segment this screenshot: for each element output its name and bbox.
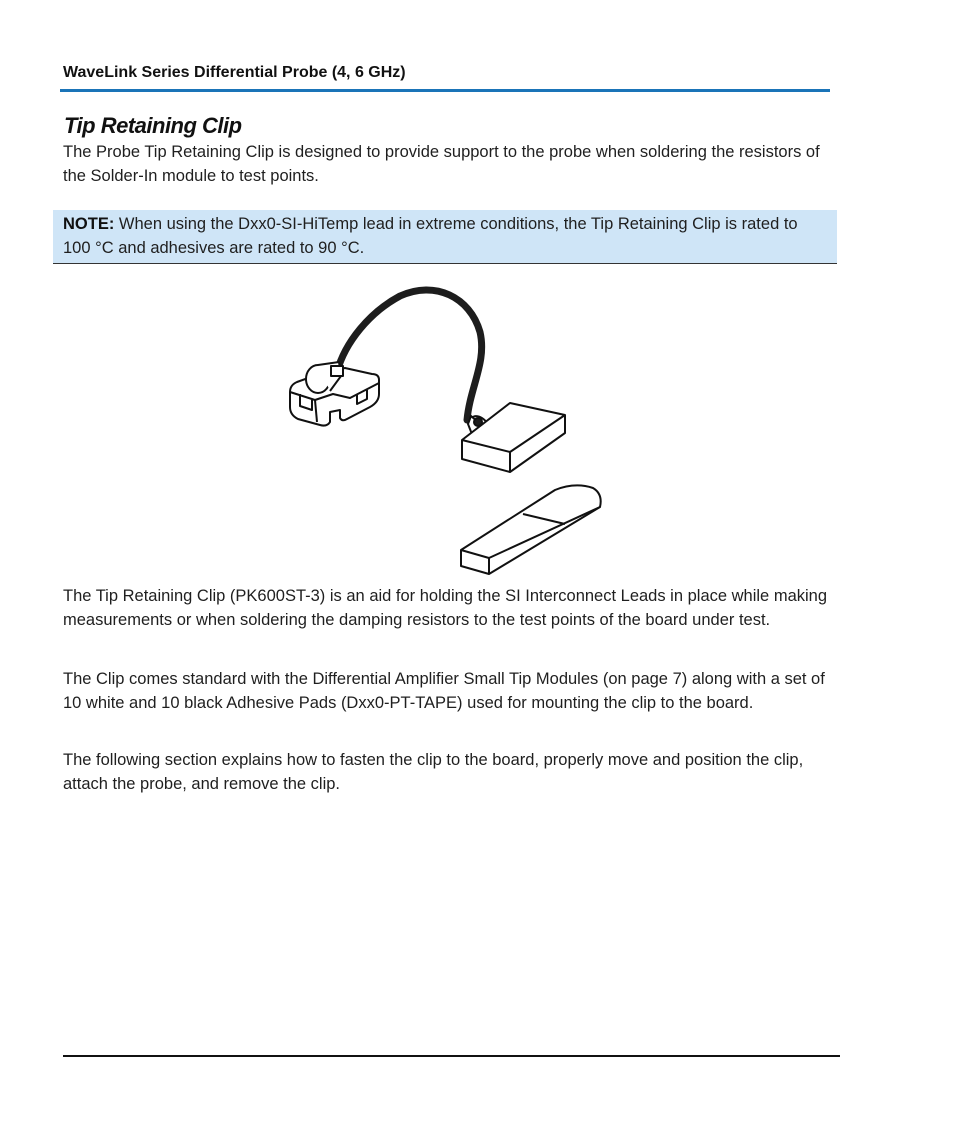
footer-rule <box>63 1055 840 1057</box>
tip-retaining-clip-illustration <box>275 282 615 578</box>
note-box <box>53 210 837 264</box>
header-rule <box>60 89 830 92</box>
note-text: When using the Dxx0-SI-HiTemp lead in extreme conditions, the Tip Retaining Clip is rated to 100 °C and adhesives are rated to 90 °C. <box>63 215 798 257</box>
body-paragraph-2: The Clip comes standard with the Differential Amplifier Small Tip Modules (on page 7) along with a set of 10 white and 10 black Adhesive Pads (Dxx0-PT-TAPE) used for mounting the clip to the board. <box>63 670 825 712</box>
body-paragraph-1: The Tip Retaining Clip (PK600ST-3) is an aid for holding the SI Interconnect Leads in place while making measurements or when soldering the damping resistors to the test points of the board under test. <box>63 587 828 629</box>
body-paragraph-3: The following section explains how to fasten the clip to the board, properly move and position the clip, attach the probe, and remove the clip. <box>63 751 804 793</box>
clip-body <box>290 362 379 426</box>
page-header-title: WaveLink Series Differential Probe (4, 6 GHz) <box>63 64 406 81</box>
note-label: NOTE: <box>63 215 115 233</box>
intro-paragraph: The Probe Tip Retaining Clip is designed to provide support to the probe when soldering the resistors of the Solder-In module to test points. <box>63 143 820 185</box>
adhesive-tape-strip <box>461 485 601 574</box>
adhesive-pad-block <box>462 403 565 472</box>
section-title: Tip Retaining Clip <box>64 113 242 138</box>
